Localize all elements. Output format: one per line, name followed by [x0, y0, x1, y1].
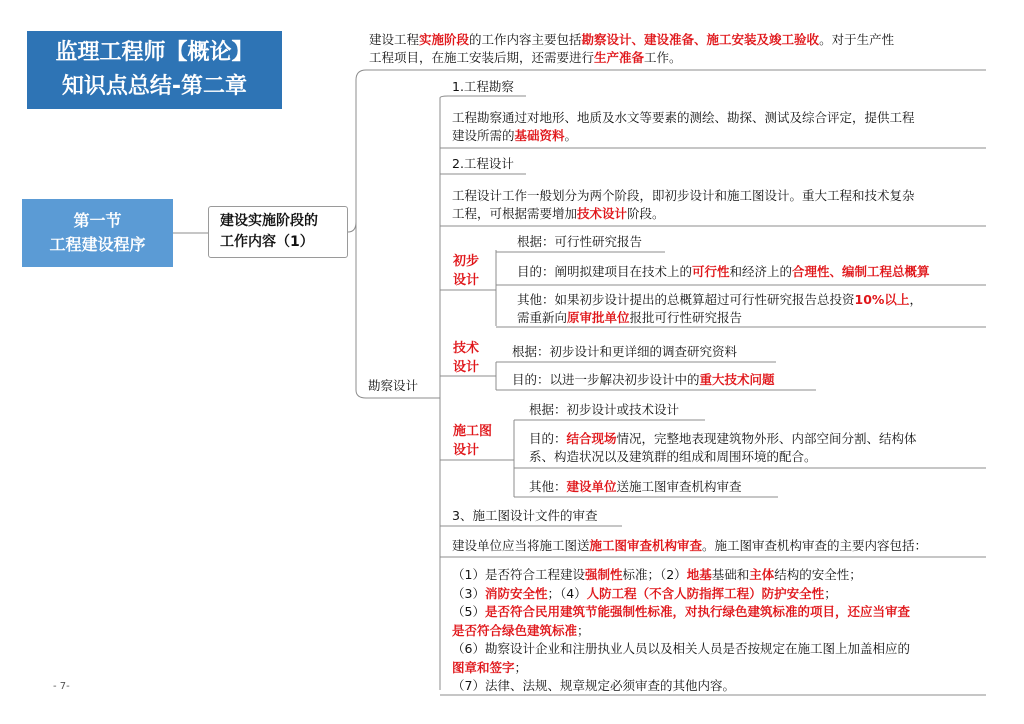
- construction-drawing-label: [453, 422, 492, 460]
- review-item: [452, 677, 910, 696]
- text: 工程勘察通过对地形、地质及水文等要素的测绘、勘探、测试及综合评定，提供工程: [452, 110, 915, 125]
- text: 的工作内容主要包括: [469, 32, 582, 47]
- text: 。施工图审查机构审查的主要内容包括：: [702, 538, 928, 553]
- survey-title: 1.工程勘察: [452, 79, 514, 94]
- review-title: 3、施工图设计文件的审查: [452, 508, 598, 523]
- highlight: 可行性: [692, 264, 730, 279]
- highlight: 生产准备: [594, 50, 645, 65]
- title-line-1: 监理工程师【概论】: [55, 40, 254, 65]
- review-item: [452, 585, 910, 604]
- topic-node: [208, 206, 348, 258]
- highlight: 是否符合民用建筑节能强制性标准，对执行绿色建筑标准的项目，还应当审查: [484, 604, 910, 619]
- text: 。: [564, 128, 578, 143]
- highlight: 勘察设计、建设准备、施工安装及竣工验收: [581, 32, 820, 47]
- text: 技术: [453, 341, 480, 356]
- text: ；: [824, 585, 837, 601]
- construction-drawing-basis: 根据：初步设计或技术设计: [529, 402, 680, 417]
- section-node: [22, 199, 173, 267]
- review-items: [452, 566, 910, 696]
- text: 结构的安全性；: [774, 567, 862, 582]
- technical-design-label: [453, 339, 479, 377]
- text: 标准；（2）: [622, 567, 687, 582]
- text: 设计: [453, 443, 480, 458]
- technical-basis: 根据：初步设计和更详细的调查研究资料: [512, 344, 738, 359]
- review-item: [452, 659, 910, 678]
- topic-line-2: 工作内容（1）: [220, 234, 314, 250]
- text: 需重新向: [517, 310, 568, 325]
- review-item: [452, 603, 910, 622]
- highlight: 消防安全性: [484, 585, 548, 601]
- preliminary-goal: [517, 263, 930, 281]
- review-intro: [452, 537, 927, 555]
- review-item: [452, 622, 910, 641]
- text: 工程，可根据需要增加: [452, 206, 578, 221]
- text: （6）勘察设计企业和注册执业人员以及相关人员是否按规定在施工图上加盖相应的: [452, 641, 910, 656]
- highlight: 原审批单位: [567, 310, 630, 325]
- text: ；（4）: [547, 585, 587, 601]
- survey-text: [452, 109, 915, 145]
- highlight: 实施阶段: [419, 32, 470, 47]
- preliminary-design-label: [453, 252, 479, 290]
- section-line-2: 工程建设程序: [49, 235, 146, 254]
- design-title: 2.工程设计: [452, 156, 514, 171]
- highlight: 强制性: [584, 567, 623, 582]
- text: 阶段。: [627, 206, 665, 221]
- page-number: - 7-: [53, 681, 70, 692]
- design-text: [452, 187, 915, 223]
- text: 和经济上的: [729, 264, 793, 279]
- highlight: 合理性、编制工程总概算: [792, 264, 930, 279]
- preliminary-other: [517, 291, 922, 327]
- highlight: 地基: [686, 567, 712, 582]
- text: 工程项目，在施工安装后期，还需要进行: [369, 50, 595, 65]
- highlight: 建设单位: [566, 479, 617, 494]
- highlight: 技术设计: [577, 206, 628, 221]
- text: （3）: [452, 585, 485, 601]
- construction-drawing-goal: [529, 430, 917, 466]
- text: 目的：以进一步解决初步设计中的: [512, 372, 700, 387]
- text: 建设工程: [369, 32, 420, 47]
- text: 其他：: [529, 479, 567, 494]
- construction-drawing-other: [529, 478, 742, 496]
- review-item: [452, 566, 910, 585]
- text: （1）是否符合工程建设: [452, 567, 585, 582]
- text: 报批可行性研究报告: [629, 310, 743, 325]
- text: ，: [909, 292, 922, 307]
- text: （5）: [452, 604, 485, 619]
- highlight: 是否符合绿色建筑标准: [452, 622, 578, 638]
- text: 其他：如果初步设计提出的总概算超过可行性研究报告总投资: [517, 292, 855, 307]
- highlight: 10%以上: [854, 292, 910, 307]
- text: 工程设计工作一般划分为两个阶段，即初步设计和施工图设计。重大工程和技术复杂: [452, 188, 915, 203]
- text: 系、构造状况以及建筑群的组成和周围环境的配合。: [529, 449, 817, 464]
- highlight: 图章和签字: [452, 659, 515, 675]
- branch-label-survey-design: 勘察设计: [368, 378, 419, 393]
- highlight: 结合现场: [566, 431, 617, 446]
- highlight: 主体: [749, 567, 775, 582]
- text: ；: [514, 659, 528, 675]
- review-item: [452, 640, 910, 659]
- text: 目的：阐明拟建项目在技术上的: [517, 264, 693, 279]
- technical-goal: [512, 371, 775, 389]
- highlight: 施工图审查机构审查: [589, 538, 703, 553]
- text: ；: [577, 622, 590, 638]
- text: （7）法律、法规、规章规定必须审查的其他内容。: [452, 678, 735, 693]
- intro-text: [369, 31, 894, 67]
- text: 工作。: [644, 50, 682, 65]
- highlight: 基础资料: [514, 128, 565, 143]
- highlight: 重大技术问题: [699, 372, 775, 387]
- page-title: [27, 31, 282, 109]
- text: 情况，完整地表现建筑物外形、内部空间分割、结构体: [616, 431, 917, 446]
- text: 设计: [453, 273, 480, 288]
- text: 初步: [453, 254, 480, 269]
- text: 。对于生产性: [819, 32, 895, 47]
- text: 施工图: [453, 424, 493, 439]
- text: 建设单位应当将施工图送: [452, 538, 590, 553]
- text: 送施工图审查机构审查: [616, 479, 742, 494]
- title-line-2: 知识点总结-第二章: [61, 74, 248, 99]
- topic-line-1: 建设实施阶段的: [220, 213, 318, 229]
- preliminary-basis: 根据：可行性研究报告: [517, 234, 643, 249]
- text: 建设所需的: [452, 128, 515, 143]
- section-line-1: 第一节: [73, 211, 122, 230]
- highlight: 人防工程（不含人防指挥工程）防护安全性: [586, 585, 825, 601]
- text: 基础和: [711, 567, 750, 582]
- text: 设计: [453, 360, 480, 375]
- text: 目的：: [529, 431, 567, 446]
